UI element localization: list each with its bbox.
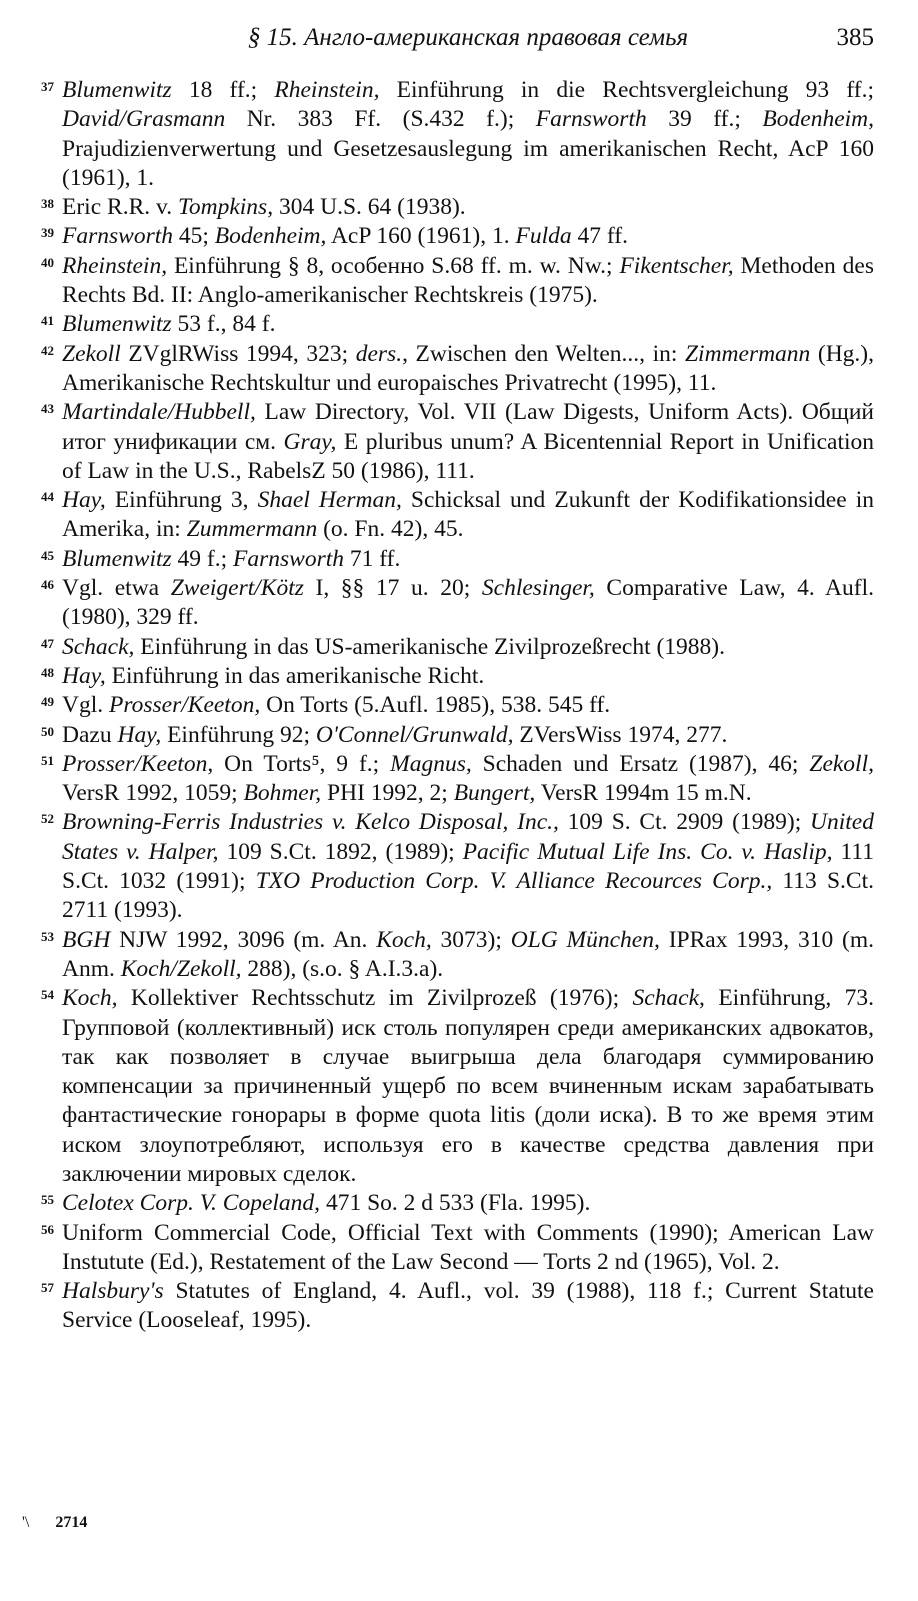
citation-text: Einführung 3, <box>105 487 258 514</box>
citation-author: United States v. Halper, <box>62 809 874 865</box>
footnote-49 <box>41 691 874 720</box>
footnote-46 <box>41 574 874 633</box>
footnote-53 <box>41 926 875 985</box>
citation-author: Gray, <box>283 428 337 455</box>
citation-author: Zweigert/Kötz <box>170 575 304 602</box>
citation-author: Rheinstein, <box>62 252 168 279</box>
citation-text: Vgl. etwa <box>62 575 171 602</box>
footnote-text <box>62 77 874 191</box>
footnote-48 <box>41 662 874 691</box>
footnote-text <box>62 1278 874 1333</box>
footnote-40 <box>41 252 874 311</box>
citation-text: Law Directory, Vol. VII (Law Digests, Uniform Acts). Общий итог унификации см. <box>62 399 874 455</box>
citation-author: Rheinstein, <box>274 77 380 103</box>
footnote-text <box>62 487 874 542</box>
citation-text: 3073); <box>431 926 511 953</box>
citation-text: Einführung, 73. Групповой (коллективный) иск столь популярен среди американских адвокатов, так как позволяет в случае выигрыша дела благодаря суммированию компенсации за причиненный ущерб по всем вчиненным искам зарабатывать фантастические гонорары в форме quota litis (доли иска). В то же время этим иском злоупотребляют, используя его в качестве средства давления при заключении мировых сделок. <box>62 985 874 1187</box>
citation-author: Halsbury's <box>62 1278 164 1305</box>
citation-text: AcP 160 (1961), 1. <box>326 223 516 250</box>
citation-author: Zekoll, <box>809 750 874 777</box>
citation-author: OLG München, <box>510 926 660 953</box>
citation-author: Prosser/Keeton <box>62 750 208 777</box>
footnote-number: 51 <box>41 752 54 768</box>
citation-text: 18 ff.; <box>171 77 275 103</box>
citation-text: Dazu <box>62 721 118 748</box>
running-header <box>62 18 874 58</box>
footnote-text <box>62 1220 874 1275</box>
footnote-text <box>62 985 874 1187</box>
citation-author: Zekoll <box>62 340 121 367</box>
footnote-text <box>62 809 874 923</box>
citation-text: E pluribus unum? A Bicentennial Report in Unification of Law in the U.S., RabelsZ 50 (1986), 111. <box>62 428 875 484</box>
citation-text: ZVersWiss 1974, 277. <box>513 721 728 748</box>
citation-author: Farnsworth <box>62 223 173 250</box>
footnote-number: 55 <box>41 1192 54 1208</box>
footnote-text <box>62 223 628 249</box>
citation-author: Shael Herman, <box>257 487 402 514</box>
page-footer <box>22 1514 87 1532</box>
citation-text: 49 f.; <box>171 545 234 572</box>
footnote-number: 54 <box>41 987 54 1003</box>
citation-text: I, §§ 17 u. 20; <box>303 575 482 602</box>
footnote-54 <box>41 984 874 1189</box>
footnote-number: 42 <box>41 342 54 358</box>
citation-author: Tompkins, <box>177 194 274 221</box>
citation-text: 45; <box>173 223 215 250</box>
footnote-number: 45 <box>41 547 54 563</box>
citation-author: Bohmer, <box>243 780 322 807</box>
citation-text: 39 ff.; <box>646 106 763 133</box>
citation-text: On Torts (5.Aufl. 1985), 538. 545 ff. <box>260 692 611 719</box>
citation-author: TXO Production Corp. V. Alliance Recources Corp., <box>255 868 773 895</box>
citation-text: VersR 1994m 15 m.N. <box>535 780 752 807</box>
citation-author: Bungert, <box>453 780 536 807</box>
footnote-38 <box>41 193 874 222</box>
citation-text: 109 S.Ct. 1892, (1989); <box>218 838 463 865</box>
citation-author: Magnus, <box>390 750 472 777</box>
footnote-number: 50 <box>41 723 54 739</box>
footnote-number: 57 <box>41 1280 54 1296</box>
citation-author: Bodenheim, <box>762 106 874 133</box>
footnote-number: 40 <box>41 254 54 270</box>
citation-text: Prajudizienverwertung und Gesetzesauslegung im amerikanischen Recht, AcP 160 (1961), 1. <box>62 135 874 191</box>
footnote-number: 44 <box>41 489 54 505</box>
citation-text: Uniform Commercial Code, Official Text with Comments (1990); American Law Instutute (Ed.), Restatement of the Law Second — Torts 2 nd (1965), Vol. 2. <box>62 1219 874 1275</box>
citation-text: ZVglRWiss 1994, 323; <box>120 340 356 367</box>
citation-author: Schack, <box>632 985 705 1012</box>
footnote-text <box>62 751 874 806</box>
footnote-number: 43 <box>41 401 54 417</box>
citation-author: Prosser/Keeton, <box>109 692 261 719</box>
page-number: 385 <box>836 24 874 51</box>
citation-text: Einführung § 8, особенно S.68 ff. m. w. Nw.; <box>167 252 620 279</box>
citation-author: Zummermann <box>186 516 318 543</box>
footnote-number: 46 <box>41 577 54 593</box>
citation-author: Koch, <box>376 926 432 953</box>
citation-author: Farnsworth <box>233 545 345 572</box>
footnote-number: 47 <box>41 635 54 651</box>
citation-author: Hay, <box>117 721 162 748</box>
citation-text: (o. Fn. 42), 45. <box>317 516 464 543</box>
footnotes-list <box>41 76 875 1336</box>
footnote-47 <box>41 633 874 662</box>
footnote-text <box>62 194 466 220</box>
citation-author: O'Connel/Grunwald, <box>315 721 514 748</box>
citation-author: Fulda <box>515 223 572 250</box>
citation-author: Hay, <box>62 662 106 689</box>
footnote-number: 52 <box>41 811 54 827</box>
citation-author: Bodenheim, <box>214 223 327 250</box>
citation-text: Kollektiver Rechtsschutz im Zivilprozeß (1976); <box>117 985 633 1012</box>
footer-code: 2714 <box>55 1514 88 1531</box>
citation-text: Statutes of England, 4. Aufl., vol. 39 (1988), 118 f.; Current Statute Service (Looseleaf, 1995). <box>62 1278 874 1334</box>
footnote-number: 38 <box>41 196 54 212</box>
citation-author: Schack, <box>62 633 135 660</box>
footnote-56 <box>41 1219 874 1278</box>
citation-author: Fikentscher, <box>619 252 734 279</box>
running-title: § 15. Англо-американская правовая семья <box>247 24 689 51</box>
footnote-50 <box>41 721 874 750</box>
footnote-text <box>62 575 874 630</box>
citation-author: Koch/Zekoll, <box>120 955 242 982</box>
footnote-39 <box>41 222 874 251</box>
citation-text: 109 S. Ct. 2909 (1989); <box>558 809 811 836</box>
citation-text: Einführung 92; <box>161 721 316 748</box>
citation-text: PHI 1992, 2; <box>321 780 454 807</box>
citation-text: Comparative Law, 4. Aufl. (1980), 329 ff. <box>62 575 874 631</box>
citation-author: Hay, <box>62 487 106 514</box>
citation-author: BGH <box>62 926 111 953</box>
citation-text: (Hg.), Amerikanische Rechtskultur und europaisches Privatrecht (1995), 11. <box>62 340 875 396</box>
citation-text: Schicksal und Zukunft der Kodifikationsidee in Amerika, in: <box>62 487 874 543</box>
footnote-text <box>62 634 725 660</box>
citation-text: Vgl. <box>62 692 109 719</box>
footnote-42 <box>41 340 875 399</box>
footnote-57 <box>41 1277 874 1336</box>
footnote-number: 49 <box>41 694 54 710</box>
citation-text: , On Torts⁵, 9 f.; <box>207 750 391 777</box>
footnote-text <box>62 311 275 337</box>
citation-text: 288), (s.o. § A.I.3.a). <box>241 955 444 982</box>
citation-text: , Zwischen den Welten..., in: <box>402 340 685 367</box>
footnote-37 <box>41 76 874 193</box>
footnote-text <box>62 692 610 718</box>
footnote-51 <box>41 750 874 809</box>
footnote-text <box>62 927 874 982</box>
citation-author: Martindale/Hubbell, <box>62 399 256 426</box>
citation-text: 304 U.S. 64 (1938). <box>273 194 466 221</box>
citation-text: VersR 1992, 1059; <box>62 780 244 807</box>
citation-author: Koch, <box>62 985 118 1012</box>
citation-author: Pacific Mutual Life Ins. Co. v. Haslip, <box>462 838 833 865</box>
citation-author: ders. <box>355 340 403 367</box>
citation-text: NJW 1992, 3096 (m. An. <box>110 926 377 953</box>
footnote-43 <box>41 398 875 486</box>
footnote-text <box>62 546 400 572</box>
footnote-text <box>62 722 727 748</box>
citation-text: 47 ff. <box>571 223 628 250</box>
citation-author: Blumenwitz <box>62 311 172 338</box>
citation-text: Einführung in das US-amerikanische Zivilprozeßrecht (1988). <box>134 633 726 660</box>
citation-text: 53 f., 84 f. <box>171 311 276 338</box>
footnote-number: 48 <box>41 664 54 680</box>
footnote-text <box>62 399 874 484</box>
citation-text: 113 S.Ct. 2711 (1993). <box>62 868 874 924</box>
citation-text: Einführung in die Rechtsvergleichung 93 ff.; <box>379 77 874 103</box>
footnote-number: 56 <box>41 1221 54 1237</box>
footnote-55 <box>41 1189 874 1218</box>
footnote-number: 37 <box>41 79 54 94</box>
citation-author: Farnsworth <box>535 106 647 133</box>
citation-text: 111 S.Ct. 1032 (1991); <box>62 838 874 895</box>
citation-author: Schlesinger, <box>481 575 595 602</box>
footnote-text <box>62 341 874 396</box>
citation-author: Celotex Corp. V. Copeland, <box>62 1190 321 1217</box>
citation-text: IPRax 1993, 310 (m. Anm. <box>62 926 875 982</box>
footnote-number: 39 <box>41 225 54 241</box>
citation-author: Blumenwitz <box>62 545 172 572</box>
footnote-text <box>62 663 484 689</box>
citation-text: 471 So. 2 d 533 (Fla. 1995). <box>320 1190 591 1217</box>
footer-mark: '\ <box>22 1514 30 1531</box>
footnote-45 <box>41 545 874 574</box>
citation-text: Schaden und Ersatz (1987), 46; <box>471 750 810 777</box>
footnote-52 <box>41 808 874 925</box>
footnote-text <box>62 253 874 308</box>
footnote-number: 53 <box>41 928 54 944</box>
citation-text: 71 ff. <box>344 545 401 572</box>
footnote-number: 41 <box>41 313 54 329</box>
citation-author: David/Grasmann <box>62 106 226 133</box>
citation-author: Blumenwitz <box>62 77 172 103</box>
citation-text: Einführung in das amerikanische Richt. <box>105 662 485 689</box>
citation-author: Browning-Ferris Industries v. Kelco Disposal, Inc., <box>62 809 559 836</box>
footnote-41 <box>41 310 874 339</box>
footnote-44 <box>41 486 874 545</box>
footnote-text <box>62 1190 590 1216</box>
citation-text: Eric R.R. v. <box>62 194 178 221</box>
citation-text: Nr. 383 Ff. (S.432 f.); <box>225 106 536 133</box>
citation-author: Zimmermann <box>684 340 811 367</box>
citation-text: Methoden des Rechts Bd. II: Anglo-amerikanischer Rechtskreis (1975). <box>62 252 874 309</box>
